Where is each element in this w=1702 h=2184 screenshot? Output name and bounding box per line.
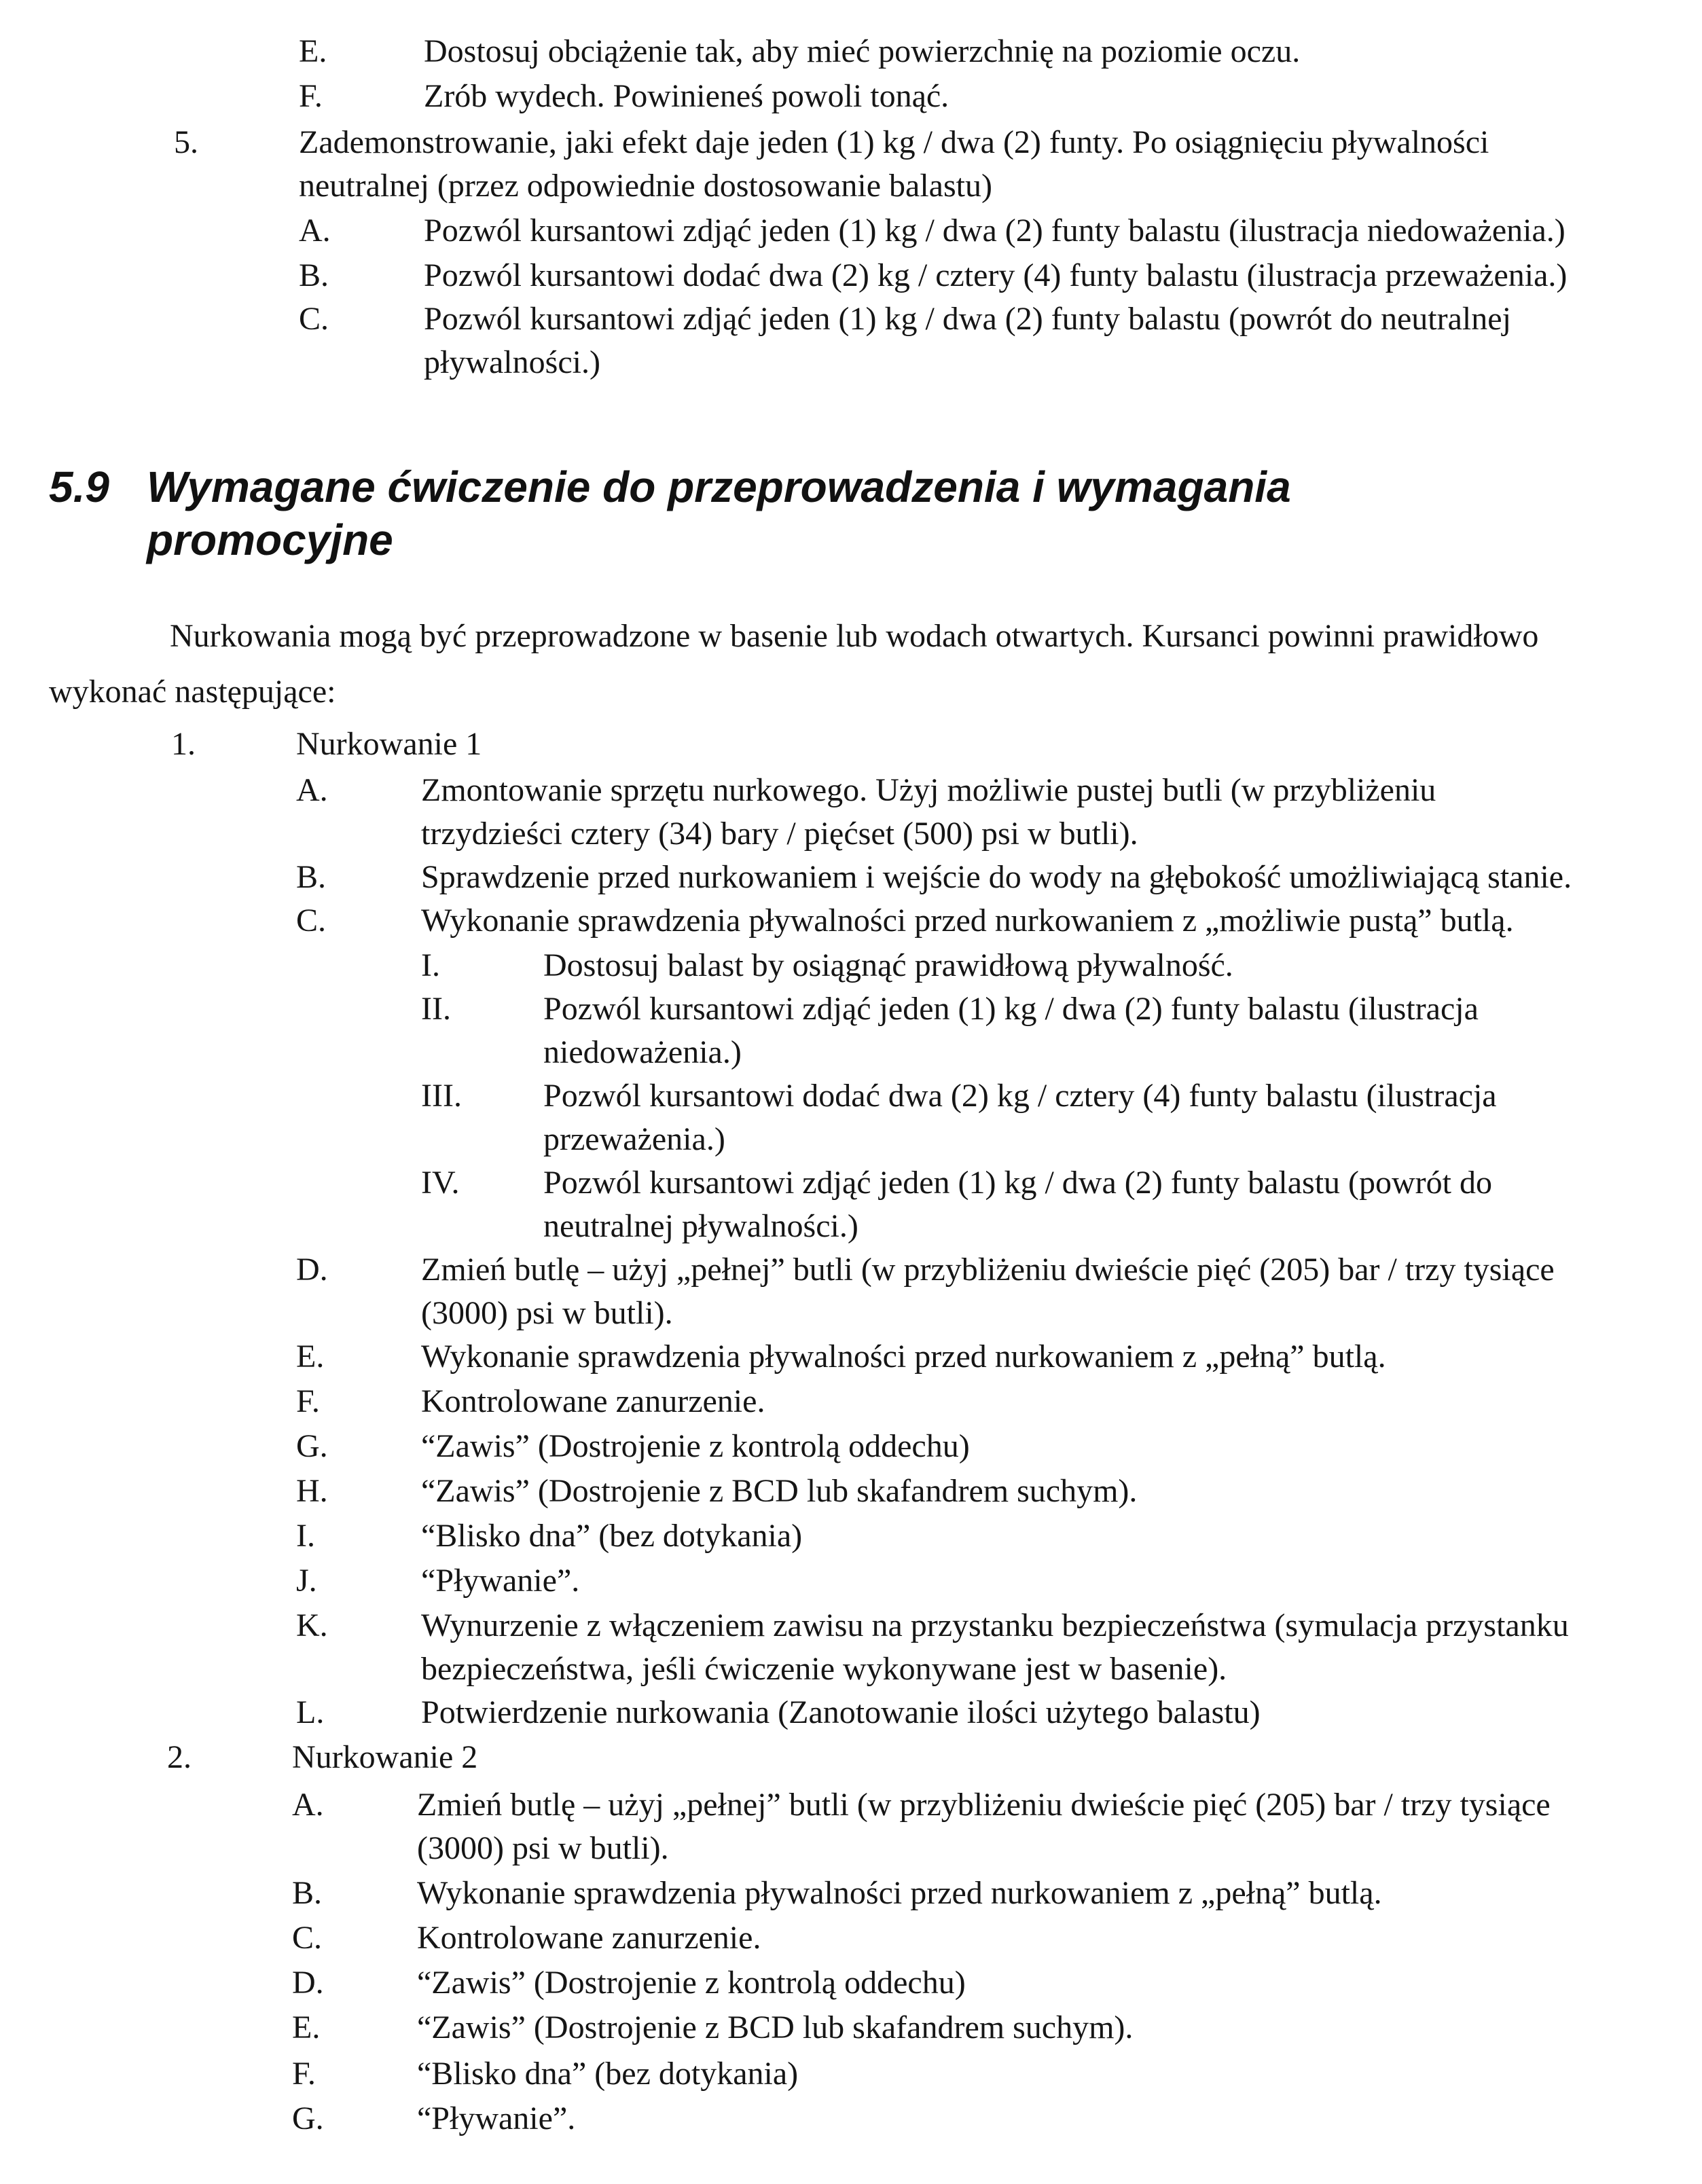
item-line: przeważenia.)	[543, 1121, 725, 1157]
item-text	[417, 2006, 1133, 2050]
item-text	[543, 944, 1233, 987]
item-text	[417, 2052, 798, 2096]
item-text	[421, 1335, 1386, 1379]
item-text	[421, 1514, 802, 1558]
item-line: Pozwól kursantowi zdjąć jeden (1) kg / dwa (2) funty balastu (ilustracja niedoważenia.)	[424, 213, 1565, 249]
item-marker: A.	[296, 772, 328, 808]
item-text	[421, 1425, 970, 1468]
item-text	[417, 1916, 761, 1960]
item-text	[417, 1961, 966, 2005]
item-marker: B.	[292, 1875, 323, 1911]
item-text	[424, 297, 1511, 384]
item-marker: E.	[292, 2009, 321, 2045]
item-text	[421, 856, 1572, 899]
intro-paragraph	[49, 608, 1652, 720]
item-line: Sprawdzenie przed nurkowaniem i wejście do wody na głębokość umożliwiającą stanie.	[421, 859, 1572, 895]
item-marker: IV.	[421, 1165, 460, 1201]
item-line: (3000) psi w butli).	[421, 1295, 673, 1331]
item-marker: 5.	[174, 124, 198, 160]
item-text	[421, 1604, 1569, 1691]
item-line: Zrób wydech. Powinieneś powoli tonąć.	[424, 78, 949, 114]
item-line: neutralnej pływalności.)	[543, 1208, 858, 1244]
item-marker: F.	[296, 1383, 320, 1419]
item-line: Pozwól kursantowi dodać dwa (2) kg / cztery (4) funty balastu (ilustracja przeważenia.)	[424, 257, 1568, 293]
section-title-line: Wymagane ćwiczenie do przeprowadzenia i wymagania	[147, 462, 1291, 511]
item-line: Pozwól kursantowi zdjąć jeden (1) kg / dwa (2) funty balastu (ilustracja	[543, 991, 1479, 1027]
item-marker: C.	[299, 301, 329, 337]
item-marker: D.	[296, 1252, 328, 1288]
section-title-line: promocyjne	[147, 515, 393, 564]
item-text	[424, 254, 1567, 297]
item-line: Wykonanie sprawdzenia pływalności przed nurkowaniem z „możliwie pustą” butlą.	[421, 903, 1514, 939]
item-marker: E.	[296, 1339, 325, 1375]
item-line: Wykonanie sprawdzenia pływalności przed nurkowaniem z „pełną” butlą.	[417, 1875, 1382, 1911]
item-text	[424, 209, 1565, 253]
item-line: Zmień butlę – użyj „pełnej” butli (w przybliżeniu dwieście pięć (205) bar / trzy tysiące	[421, 1252, 1555, 1288]
item-text	[299, 121, 1489, 208]
item-marker: F.	[292, 2056, 316, 2092]
item-text	[296, 723, 482, 766]
item-text	[421, 769, 1436, 856]
item-line: Pozwól kursantowi zdjąć jeden (1) kg / dwa (2) funty balastu (powrót do neutralnej	[424, 301, 1511, 337]
item-text	[292, 1736, 477, 1779]
item-marker: K.	[296, 1607, 328, 1643]
item-line: “Zawis” (Dostrojenie z kontrolą oddechu)	[417, 1965, 966, 2001]
item-line: Potwierdzenie nurkowania (Zanotowanie ilości użytego balastu)	[421, 1694, 1261, 1730]
item-marker: I.	[296, 1518, 315, 1554]
item-text	[543, 1074, 1497, 1161]
item-line: Zmień butlę – użyj „pełnej” butli (w przybliżeniu dwieście pięć (205) bar / trzy tysiące	[417, 1787, 1551, 1823]
item-marker: B.	[296, 859, 327, 895]
item-line: pływalności.)	[424, 344, 600, 380]
section-number: 5.9	[49, 462, 109, 511]
item-text	[424, 30, 1300, 73]
item-marker: F.	[299, 78, 323, 114]
item-line: Pozwól kursantowi dodać dwa (2) kg / cztery (4) funty balastu (ilustracja	[543, 1078, 1497, 1114]
item-marker: C.	[292, 1920, 323, 1956]
item-line: Zmontowanie sprzętu nurkowego. Użyj możliwie pustej butli (w przybliżeniu	[421, 772, 1436, 808]
item-marker: III.	[421, 1078, 462, 1114]
item-marker: A.	[292, 1787, 324, 1823]
item-line: “Zawis” (Dostrojenie z BCD lub skafandrem suchym).	[421, 1473, 1138, 1509]
item-text	[424, 75, 949, 118]
item-line: “Zawis” (Dostrojenie z kontrolą oddechu)	[421, 1428, 970, 1464]
item-line: (3000) psi w butli).	[417, 1830, 669, 1866]
item-text	[421, 1691, 1261, 1734]
item-marker: B.	[299, 257, 329, 293]
section-title	[147, 460, 1573, 566]
item-line: Kontrolowane zanurzenie.	[421, 1383, 765, 1419]
item-line: “Blisko dna” (bez dotykania)	[417, 2056, 799, 2092]
item-text	[543, 1161, 1492, 1248]
item-line: “Pływanie”.	[421, 1563, 580, 1599]
item-line: niedoważenia.)	[543, 1034, 742, 1070]
item-marker: E.	[299, 33, 327, 69]
item-line: Nurkowanie 2	[292, 1739, 478, 1775]
item-text	[417, 1783, 1551, 1870]
item-line: Wynurzenie z włączeniem zawisu na przystanku bezpieczeństwa (symulacja przystanku	[421, 1607, 1569, 1643]
item-line: Kontrolowane zanurzenie.	[417, 1920, 761, 1956]
item-line: bezpieczeństwa, jeśli ćwiczenie wykonywane jest w basenie).	[421, 1651, 1227, 1687]
item-line: neutralnej (przez odpowiednie dostosowanie balastu)	[299, 168, 992, 204]
item-marker: G.	[292, 2100, 324, 2136]
item-line: Dostosuj balast by osiągnąć prawidłową pływalność.	[543, 947, 1233, 983]
item-text	[543, 987, 1479, 1074]
item-marker: A.	[299, 213, 331, 249]
item-marker: 2.	[167, 1739, 192, 1775]
item-line: Zademonstrowanie, jaki efekt daje jeden (1) kg / dwa (2) funty. Po osiągnięciu pływalności	[299, 124, 1489, 160]
item-text	[421, 1559, 579, 1603]
item-line: Wykonanie sprawdzenia pływalności przed nurkowaniem z „pełną” butlą.	[421, 1339, 1386, 1375]
item-marker: H.	[296, 1473, 328, 1509]
item-line: trzydzieści cztery (34) bary / pięćset (500) psi w butli).	[421, 816, 1138, 852]
item-marker: J.	[296, 1563, 317, 1599]
item-text	[417, 1872, 1382, 1915]
item-marker: I.	[421, 947, 440, 983]
item-line: Dostosuj obciążenie tak, aby mieć powierzchnię na poziomie oczu.	[424, 33, 1301, 69]
item-line: “Zawis” (Dostrojenie z BCD lub skafandrem suchym).	[417, 2009, 1134, 2045]
item-marker: G.	[296, 1428, 328, 1464]
item-marker: II.	[421, 991, 451, 1027]
item-line: Pozwól kursantowi zdjąć jeden (1) kg / dwa (2) funty balastu (powrót do	[543, 1165, 1492, 1201]
item-text	[421, 1470, 1137, 1513]
item-line: Nurkowanie 1	[296, 726, 482, 762]
item-marker: C.	[296, 903, 327, 939]
item-line: “Pływanie”.	[417, 2100, 576, 2136]
item-text	[421, 1248, 1555, 1335]
item-marker: 1.	[171, 726, 196, 762]
item-marker: D.	[292, 1965, 324, 2001]
item-text	[421, 899, 1514, 943]
item-text	[417, 2097, 575, 2141]
intro-line: Nurkowania mogą być przeprowadzone w basenie lub wodach otwartych. Kursanci powinni prawidłowo	[170, 618, 1539, 654]
item-marker: L.	[296, 1694, 325, 1730]
item-text	[421, 1380, 765, 1423]
intro-line: wykonać następujące:	[49, 674, 336, 710]
item-line: “Blisko dna” (bez dotykania)	[421, 1518, 803, 1554]
